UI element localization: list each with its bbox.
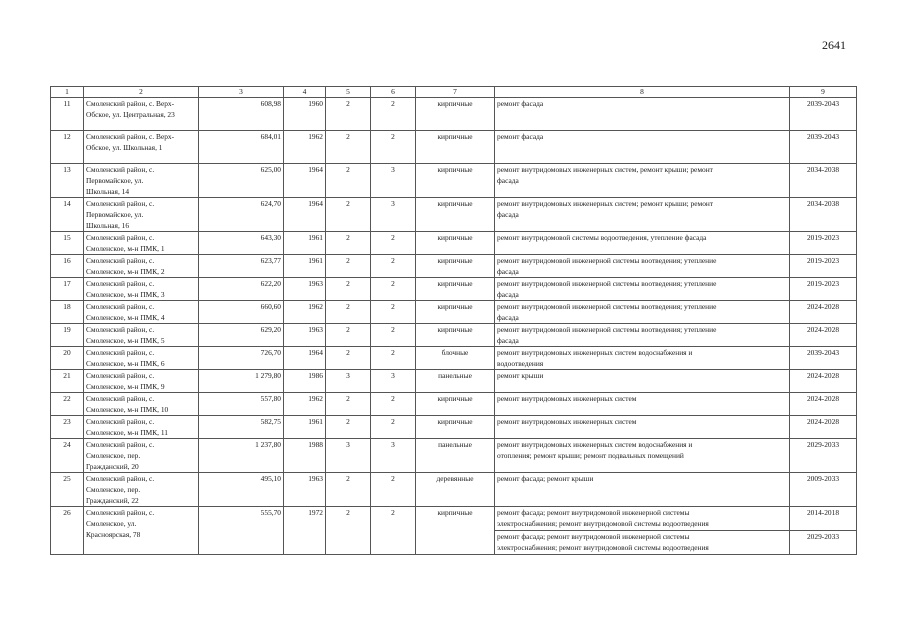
work-cell: ремонт внутридомовых инженерных систем, ремонт крыши; ремонт фасада [495,164,790,198]
row-number: 15 [51,232,84,255]
table-row [51,232,857,255]
column-header-3: 3 [199,87,284,98]
entrances-cell: 2 [371,393,416,416]
entrances-cell: 2 [371,473,416,507]
area-cell: 1 279,80 [199,370,284,393]
entrances-cell: 2 [371,301,416,324]
area-cell: 684,01 [199,131,284,164]
period-cell: 2034-2038 [790,164,857,198]
year-cell: 1964 [284,164,326,198]
table-row [51,473,857,507]
page-number: 2641 [822,38,846,52]
address-cell: Смоленский район, с. Верх- Обское, ул. Центральная, 23 [84,98,199,131]
address-cell: Смоленский район, с. Смоленское, м-н ПМК, 2 [84,255,199,278]
material-cell: панельные [416,439,495,473]
entrances-cell: 3 [371,439,416,473]
area-cell: 557,80 [199,393,284,416]
table-row [51,98,857,131]
year-cell: 1963 [284,278,326,301]
row-number: 20 [51,347,84,370]
work-cell: ремонт фасада [495,98,790,131]
floors-cell: 2 [326,393,371,416]
period-cell: 2019-2023 [790,232,857,255]
work-cell: ремонт крыши [495,370,790,393]
address-cell: Смоленский район, с. Смоленское, м-н ПМК, 6 [84,347,199,370]
year-cell: 1962 [284,131,326,164]
housing-repair-table [50,86,857,555]
floors-cell: 2 [326,255,371,278]
table-row [51,393,857,416]
work-cell: ремонт внутридомовой инженерной системы воотведения; утепление фасада [495,255,790,278]
table-row [51,255,857,278]
address-cell: Смоленский район, с. Смоленское, м-н ПМК, 5 [84,324,199,347]
floors-cell: 3 [326,439,371,473]
area-cell: 624,70 [199,198,284,232]
period-cell: 2014-2018 [790,507,857,531]
header-row [51,87,857,98]
year-cell: 1964 [284,198,326,232]
work-cell: ремонт фасада; ремонт крыши [495,473,790,507]
work-cell: ремонт фасада; ремонт внутридомовой инженерной системы электроснабжения; ремонт внутридомовой системы водоотведения [495,531,790,555]
address-cell: Смоленский район, с. Смоленское, м-н ПМК, 3 [84,278,199,301]
area-cell: 555,70 [199,507,284,555]
area-cell: 643,30 [199,232,284,255]
entrances-cell: 2 [371,416,416,439]
address-cell: Смоленский район, с. Смоленское, м-н ПМК, 9 [84,370,199,393]
material-cell: кирпичные [416,393,495,416]
row-number: 14 [51,198,84,232]
material-cell: блочные [416,347,495,370]
entrances-cell: 2 [371,232,416,255]
period-cell: 2019-2023 [790,278,857,301]
table-row [51,301,857,324]
work-cell: ремонт внутридомовых инженерных систем [495,393,790,416]
row-number: 23 [51,416,84,439]
column-header-4: 4 [284,87,326,98]
entrances-cell: 2 [371,98,416,131]
period-cell: 2039-2043 [790,131,857,164]
address-cell: Смоленский район, с. Смоленское, м-н ПМК, 10 [84,393,199,416]
floors-cell: 2 [326,473,371,507]
row-number: 19 [51,324,84,347]
column-header-9: 9 [790,87,857,98]
row-number: 18 [51,301,84,324]
column-header-2: 2 [84,87,199,98]
floors-cell: 2 [326,131,371,164]
table-row [51,416,857,439]
table-row [51,507,857,531]
floors-cell: 2 [326,324,371,347]
material-cell: кирпичные [416,278,495,301]
column-header-8: 8 [495,87,790,98]
floors-cell: 2 [326,164,371,198]
row-number: 21 [51,370,84,393]
area-cell: 608,98 [199,98,284,131]
material-cell: кирпичные [416,131,495,164]
year-cell: 1972 [284,507,326,555]
table-row [51,347,857,370]
area-cell: 495,10 [199,473,284,507]
year-cell: 1963 [284,473,326,507]
material-cell: панельные [416,370,495,393]
work-cell: ремонт внутридомовых инженерных систем водоснабжения и водоотведения [495,347,790,370]
area-cell: 623,77 [199,255,284,278]
period-cell: 2034-2038 [790,198,857,232]
column-header-6: 6 [371,87,416,98]
year-cell: 1963 [284,324,326,347]
table-row [51,278,857,301]
material-cell: кирпичные [416,416,495,439]
material-cell: кирпичные [416,507,495,555]
address-cell: Смоленский район, с. Первомайское, ул. Школьная, 16 [84,198,199,232]
column-header-5: 5 [326,87,371,98]
entrances-cell: 2 [371,324,416,347]
row-number: 25 [51,473,84,507]
work-cell: ремонт внутридомовой инженерной системы воотведения; утепление фасада [495,278,790,301]
row-number: 16 [51,255,84,278]
floors-cell: 2 [326,301,371,324]
table-row [51,131,857,164]
material-cell: кирпичные [416,164,495,198]
entrances-cell: 2 [371,255,416,278]
floors-cell: 3 [326,370,371,393]
column-header-7: 7 [416,87,495,98]
address-cell: Смоленский район, с. Смоленское, м-н ПМК, 1 [84,232,199,255]
row-number: 11 [51,98,84,131]
year-cell: 1961 [284,255,326,278]
period-cell: 2024-2028 [790,393,857,416]
year-cell: 1962 [284,393,326,416]
material-cell: кирпичные [416,301,495,324]
table-row [51,439,857,473]
row-number: 26 [51,507,84,555]
floors-cell: 2 [326,507,371,555]
material-cell: кирпичные [416,98,495,131]
work-cell: ремонт внутридомовой инженерной системы воотведения; утепление фасада [495,301,790,324]
entrances-cell: 2 [371,278,416,301]
material-cell: кирпичные [416,324,495,347]
entrances-cell: 2 [371,347,416,370]
period-cell: 2024-2028 [790,370,857,393]
work-cell: ремонт внутридомовых инженерных систем водоснабжения и отопления; ремонт крыши; ремонт подвальных помещений [495,439,790,473]
area-cell: 660,60 [199,301,284,324]
entrances-cell: 3 [371,164,416,198]
entrances-cell: 2 [371,131,416,164]
period-cell: 2029-2033 [790,531,857,555]
period-cell: 2024-2028 [790,324,857,347]
period-cell: 2039-2043 [790,347,857,370]
table-row [51,370,857,393]
entrances-cell: 3 [371,370,416,393]
table-row [51,324,857,347]
period-cell: 2019-2023 [790,255,857,278]
year-cell: 1960 [284,98,326,131]
column-header-1: 1 [51,87,84,98]
area-cell: 726,70 [199,347,284,370]
period-cell: 2029-2033 [790,439,857,473]
material-cell: кирпичные [416,255,495,278]
row-number: 17 [51,278,84,301]
address-cell: Смоленский район, с. Смоленское, м-н ПМК, 4 [84,301,199,324]
table-row [51,164,857,198]
work-cell: ремонт внутридомовой инженерной системы воотведения; утепление фасада [495,324,790,347]
row-number: 22 [51,393,84,416]
address-cell: Смоленский район, с. Смоленское, пер. Гражданский, 20 [84,439,199,473]
area-cell: 629,20 [199,324,284,347]
area-cell: 625,00 [199,164,284,198]
row-number: 12 [51,131,84,164]
floors-cell: 2 [326,416,371,439]
period-cell: 2024-2028 [790,301,857,324]
year-cell: 1964 [284,347,326,370]
address-cell: Смоленский район, с. Смоленское, пер. Гражданский, 22 [84,473,199,507]
table-row [51,198,857,232]
area-cell: 622,20 [199,278,284,301]
entrances-cell: 3 [371,198,416,232]
row-number: 13 [51,164,84,198]
work-cell: ремонт внутридомовых инженерных систем; ремонт крыши; ремонт фасада [495,198,790,232]
year-cell: 1961 [284,232,326,255]
work-cell: ремонт фасада; ремонт внутридомовой инженерной системы электроснабжения; ремонт внутридомовой системы водоотведения [495,507,790,531]
floors-cell: 2 [326,232,371,255]
period-cell: 2039-2043 [790,98,857,131]
floors-cell: 2 [326,98,371,131]
floors-cell: 2 [326,347,371,370]
material-cell: кирпичные [416,232,495,255]
work-cell: ремонт внутридомовых инженерных систем [495,416,790,439]
row-number: 24 [51,439,84,473]
floors-cell: 2 [326,278,371,301]
period-cell: 2024-2028 [790,416,857,439]
floors-cell: 2 [326,198,371,232]
material-cell: деревянные [416,473,495,507]
address-cell: Смоленский район, с. Верх- Обское, ул. Школьная, 1 [84,131,199,164]
year-cell: 1962 [284,301,326,324]
area-cell: 1 237,80 [199,439,284,473]
work-cell: ремонт внутридомовой системы водоотведения, утепление фасада [495,232,790,255]
period-cell: 2009-2033 [790,473,857,507]
area-cell: 582,75 [199,416,284,439]
address-cell: Смоленский район, с. Смоленское, м-н ПМК, 11 [84,416,199,439]
material-cell: кирпичные [416,198,495,232]
year-cell: 1961 [284,416,326,439]
address-cell: Смоленский район, с. Смоленское, ул. Красноярская, 78 [84,507,199,555]
year-cell: 1986 [284,370,326,393]
work-cell: ремонт фасада [495,131,790,164]
address-cell: Смоленский район, с. Первомайское, ул. Школьная, 14 [84,164,199,198]
year-cell: 1988 [284,439,326,473]
entrances-cell: 2 [371,507,416,555]
